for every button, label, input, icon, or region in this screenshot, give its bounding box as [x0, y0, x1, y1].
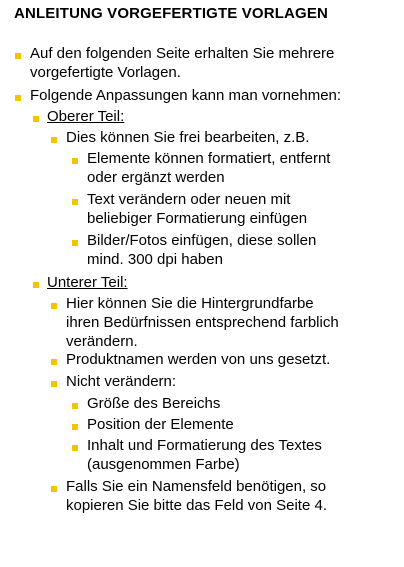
bullet-icon [72, 403, 78, 409]
bullet-icon [33, 282, 39, 288]
list-item-produktnamen: Produktnamen werden von uns gesetzt. [66, 351, 331, 368]
hier-line-3: verändern. [66, 333, 138, 350]
list-item-elemente [87, 149, 330, 187]
bullet-icon [51, 359, 57, 365]
inhalt-line-1: Inhalt und Formatierung des Textes [87, 437, 322, 454]
bullet-icon [15, 53, 21, 59]
inhalt-line-2: (ausgenommen Farbe) [87, 456, 240, 473]
falls-line-2: kopieren Sie bitte das Feld von Seite 4. [66, 497, 327, 514]
list-item-groesse: Größe des Bereichs [87, 395, 221, 412]
bullet-icon [72, 199, 78, 205]
bullet-icon [33, 116, 39, 122]
list-item-dies: Dies können Sie frei bearbeiten, z.B. [66, 129, 310, 146]
list-item-inhalt [87, 436, 322, 474]
list-item-text [87, 190, 307, 228]
intro-line-1: Auf den folgenden Seite erhalten Sie mehrere [30, 45, 335, 62]
bullet-icon [51, 381, 57, 387]
bilder-line-2: mind. 300 dpi haben [87, 251, 223, 268]
bilder-line-1: Bilder/Fotos einfügen, diese sollen [87, 232, 317, 249]
list-item-bilder [87, 231, 316, 269]
bullet-icon [72, 445, 78, 451]
list-item-intro [30, 44, 334, 82]
hier-line-2: ihren Bedürfnissen entsprechend farblich [66, 314, 339, 331]
elemente-line-1: Elemente können formatiert, entfernt [87, 150, 331, 167]
text-line-1: Text verändern oder neuen mit [87, 191, 291, 208]
bullet-icon [72, 424, 78, 430]
list-item-nicht-veraendern: Nicht verändern: [66, 373, 177, 390]
list-item-position: Position der Elemente [87, 416, 234, 433]
elemente-line-2: oder ergänzt werden [87, 169, 225, 186]
bullet-icon [72, 158, 78, 164]
list-item-anpassungen: Folgende Anpassungen kann man vornehmen: [30, 87, 342, 104]
bullet-icon [72, 240, 78, 246]
list-item-falls [66, 477, 327, 515]
bullet-icon [51, 137, 57, 143]
hier-line-1: Hier können Sie die Hintergrundfarbe [66, 295, 314, 312]
section-heading-unterer-teil: Unterer Teil: [47, 274, 128, 291]
section-heading-oberer-teil: Oberer Teil: [47, 108, 125, 125]
text-line-2: beliebiger Formatierung einfügen [87, 210, 308, 227]
bullet-icon [51, 486, 57, 492]
bullet-icon [51, 303, 57, 309]
bullet-icon [15, 95, 21, 101]
intro-line-2: vorgefertigte Vorlagen. [30, 64, 181, 81]
falls-line-1: Falls Sie ein Namensfeld benötigen, so [66, 478, 327, 495]
list-item-hier [66, 294, 339, 351]
page-title: ANLEITUNG VORGEFERTIGTE VORLAGEN [14, 5, 328, 22]
